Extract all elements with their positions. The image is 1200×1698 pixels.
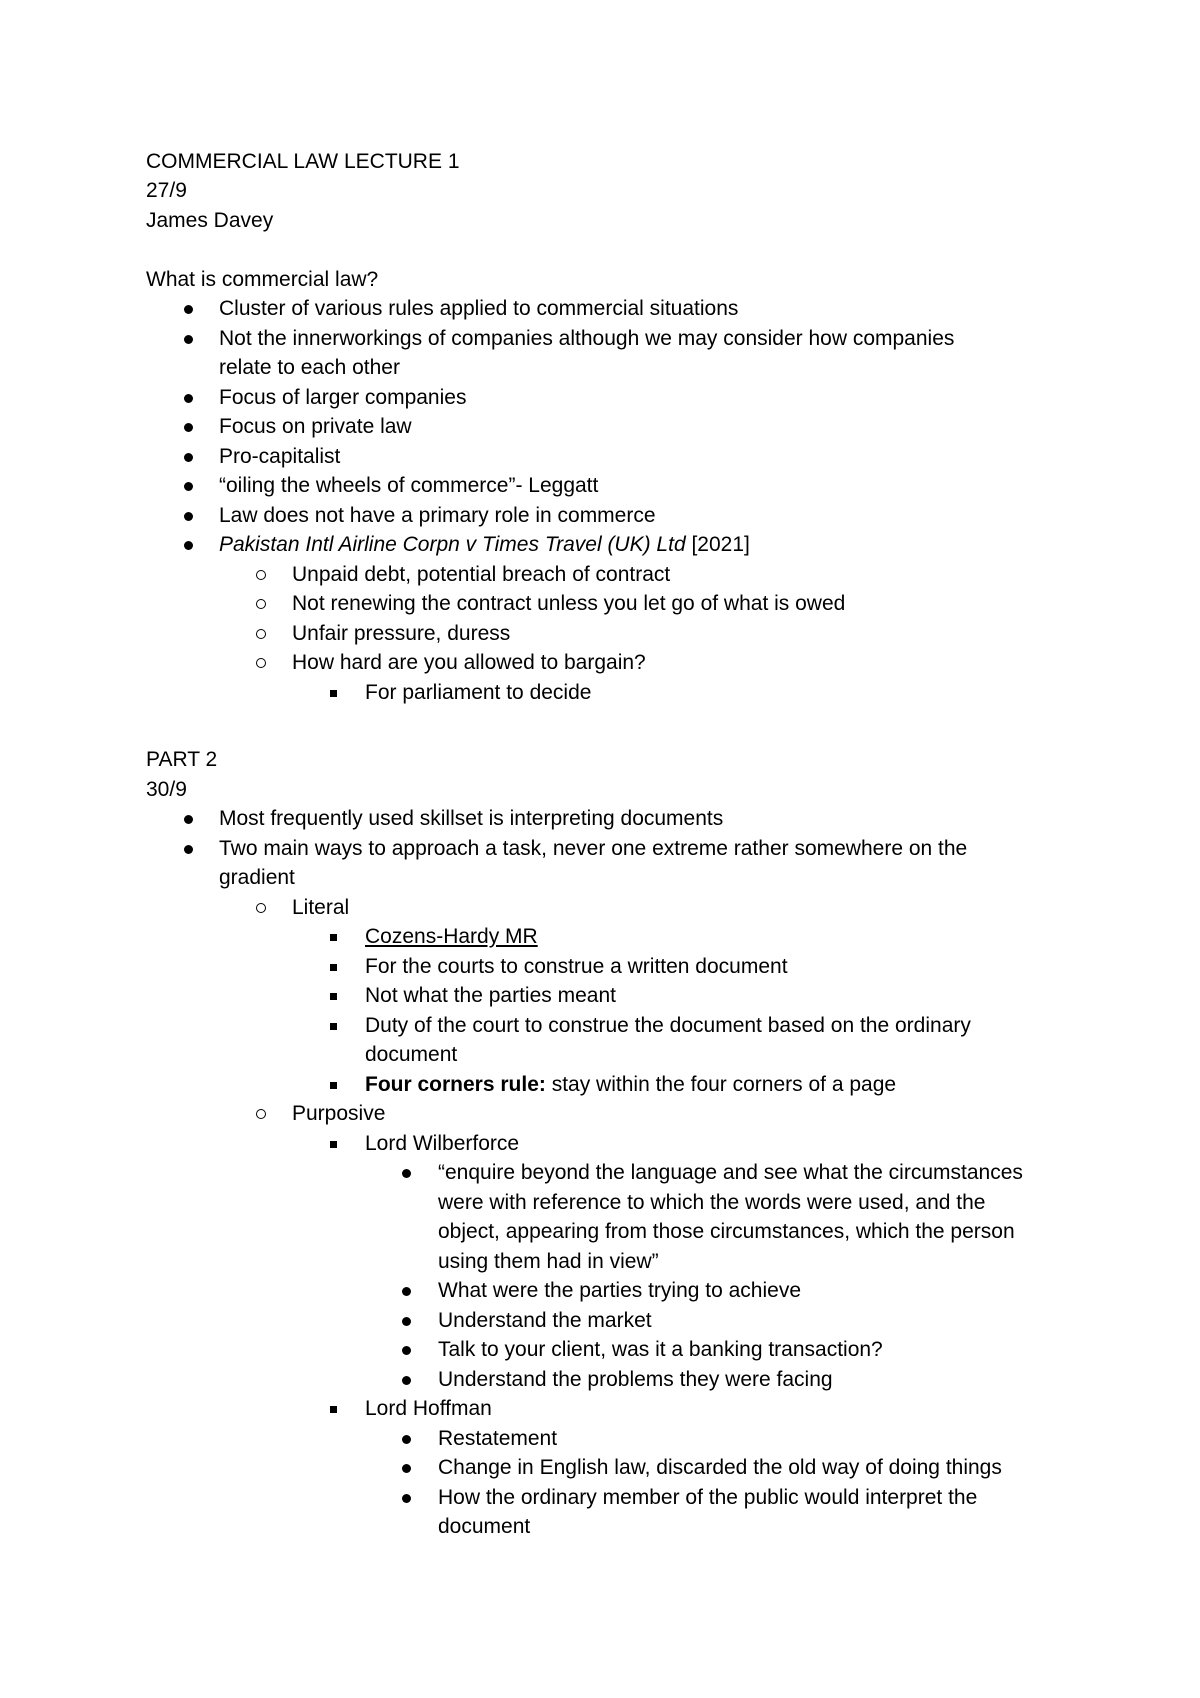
bullet-marker (184, 383, 193, 413)
part-date: 30/9 (146, 778, 187, 801)
sub-bullet-marker (256, 648, 266, 678)
list-item: Focus on private law (219, 415, 412, 438)
list-item: Not the innerworkings of companies although we may consider how companies (219, 327, 955, 350)
square-bullet-marker (330, 678, 337, 708)
sub-list-item: Purposive (292, 1102, 386, 1125)
level4-list-item-continuation: object, appearing from those circumstances, which the person (438, 1220, 1015, 1243)
list-item-continuation: relate to each other (219, 356, 400, 379)
level4-list-item: Understand the market (438, 1309, 652, 1332)
sub-sub-list-item (365, 1070, 896, 1100)
square-bullet-marker (330, 1070, 337, 1100)
list-item: “oiling the wheels of commerce”- Leggatt (219, 474, 599, 497)
sub-list-item: Unpaid debt, potential breach of contract (292, 563, 671, 586)
rule-name: Four corners rule: (365, 1073, 546, 1096)
bullet-marker (402, 1306, 411, 1336)
sub-sub-list-item: Lord Hoffman (365, 1397, 492, 1420)
bullet-marker (402, 1276, 411, 1306)
bullet-marker (402, 1365, 411, 1395)
sub-bullet-marker (256, 1099, 266, 1129)
list-item: Law does not have a primary role in commerce (219, 504, 656, 527)
sub-sub-list-item: For the courts to construe a written document (365, 955, 788, 978)
level4-list-item: What were the parties trying to achieve (438, 1279, 802, 1302)
bullet-marker (184, 804, 193, 834)
list-item-case (219, 530, 750, 560)
bullet-marker (184, 294, 193, 324)
square-bullet-marker (330, 1129, 337, 1159)
list-item-continuation: gradient (219, 866, 295, 889)
bullet-marker (402, 1453, 411, 1483)
case-name: Pakistan Intl Airline Corpn v Times Travel (UK) Ltd (219, 533, 686, 556)
level4-list-item: How the ordinary member of the public would interpret the (438, 1486, 978, 1509)
level4-list-item: Restatement (438, 1427, 558, 1450)
square-bullet-marker (330, 952, 337, 982)
sub-bullet-marker (256, 560, 266, 590)
sub-sub-list-item: Duty of the court to construe the document based on the ordinary (365, 1014, 971, 1037)
lecturer-name: James Davey (146, 209, 274, 232)
sub-sub-list-item: Not what the parties meant (365, 984, 616, 1007)
section-heading: What is commercial law? (146, 268, 379, 291)
sub-list-item: Literal (292, 896, 350, 919)
bullet-marker (184, 834, 193, 864)
bullet-marker (184, 530, 193, 560)
level4-list-item-continuation: using them had in view” (438, 1250, 659, 1273)
square-bullet-marker (330, 1394, 337, 1424)
square-bullet-marker (330, 981, 337, 1011)
bullet-marker (402, 1158, 411, 1188)
square-bullet-marker (330, 922, 337, 952)
sub-list-item: Unfair pressure, duress (292, 622, 511, 645)
case-year: [2021] (685, 533, 750, 556)
level4-list-item: Change in English law, discarded the old way of doing things (438, 1456, 1002, 1479)
level4-list-item-continuation: were with reference to which the words were used, and the (438, 1191, 986, 1214)
list-item: Cluster of various rules applied to commercial situations (219, 297, 739, 320)
bullet-marker (184, 442, 193, 472)
bullet-marker (402, 1424, 411, 1454)
bullet-marker (402, 1483, 411, 1513)
sub-list-item: Not renewing the contract unless you let go of what is owed (292, 592, 846, 615)
square-bullet-marker (330, 1011, 337, 1041)
sub-bullet-marker (256, 619, 266, 649)
sub-sub-list-item: Cozens-Hardy MR (365, 925, 538, 948)
level4-list-item: Talk to your client, was it a banking transaction? (438, 1338, 883, 1361)
list-item: Pro-capitalist (219, 445, 341, 468)
rule-description: stay within the four corners of a page (545, 1073, 897, 1096)
sub-list-item: How hard are you allowed to bargain? (292, 651, 646, 674)
sub-sub-list-item-continuation: document (365, 1043, 458, 1066)
bullet-marker (184, 471, 193, 501)
sub-sub-list-item: Lord Wilberforce (365, 1132, 520, 1155)
lecture-date: 27/9 (146, 179, 187, 202)
level4-list-item: “enquire beyond the language and see what the circumstances (438, 1161, 1023, 1184)
level4-list-item: Understand the problems they were facing (438, 1368, 833, 1391)
bullet-marker (184, 501, 193, 531)
list-item: Two main ways to approach a task, never one extreme rather somewhere on the (219, 837, 968, 860)
bullet-marker (184, 324, 193, 354)
part-heading: PART 2 (146, 748, 218, 771)
level4-list-item-continuation: document (438, 1515, 531, 1538)
sub-bullet-marker (256, 589, 266, 619)
sub-bullet-marker (256, 893, 266, 923)
document-title: COMMERCIAL LAW LECTURE 1 (146, 150, 460, 173)
list-item: Focus of larger companies (219, 386, 467, 409)
list-item: Most frequently used skillset is interpreting documents (219, 807, 724, 830)
sub-sub-list-item: For parliament to decide (365, 681, 592, 704)
bullet-marker (402, 1335, 411, 1365)
bullet-marker (184, 412, 193, 442)
